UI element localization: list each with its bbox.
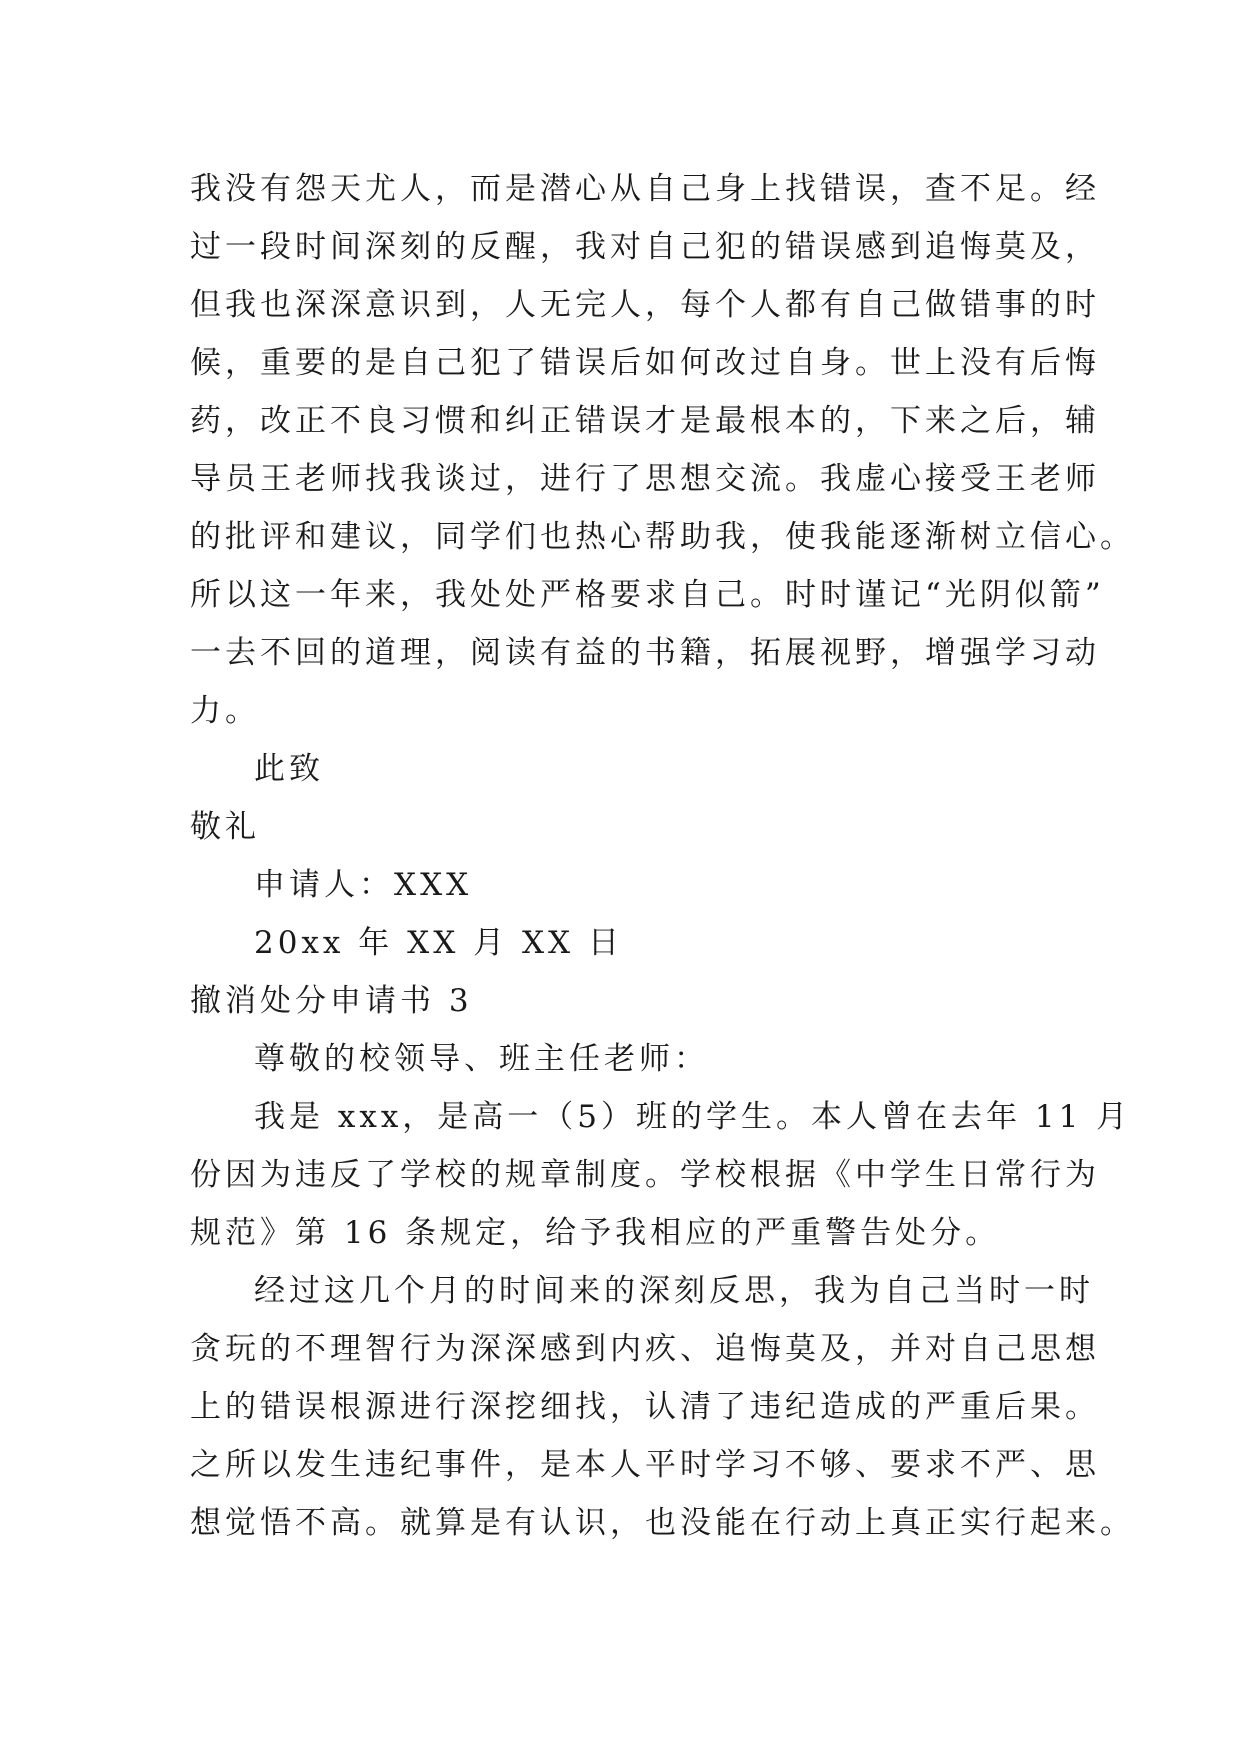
letter-greeting: 尊敬的校领导、班主任老师： bbox=[254, 1041, 709, 1077]
signature-date: 20xx 年 XX 月 XX 日 bbox=[254, 925, 623, 961]
salutation: 敬礼 bbox=[190, 809, 260, 845]
section-title: 撤消处分申请书 3 bbox=[190, 983, 473, 1019]
paragraph-line: 规范》第 16 条规定，给予我相应的严重警告处分。 bbox=[190, 1215, 1001, 1251]
document-body bbox=[190, 160, 1135, 1552]
paragraph-line: 候，重要的是自己犯了错误后如何改过自身。世上没有后悔 bbox=[190, 345, 1100, 381]
paragraph-line: 贪玩的不理智行为深深感到内疚、追悔莫及，并对自己思想 bbox=[190, 1331, 1100, 1367]
paragraph-line: 药，改正不良习惯和纠正错误才是最根本的，下来之后，辅 bbox=[190, 403, 1100, 439]
paragraph-line: 我是 xxx，是高一（5）班的学生。本人曾在去年 11 月 bbox=[254, 1099, 1132, 1135]
paragraph-line: 一去不回的道理，阅读有益的书籍，拓展视野，增强学习动 bbox=[190, 635, 1100, 671]
paragraph-line: 经过这几个月的时间来的深刻反思，我为自己当时一时 bbox=[254, 1273, 1094, 1309]
paragraph-line: 的批评和建议，同学们也热心帮助我，使我能逐渐树立信心。 bbox=[190, 519, 1135, 555]
paragraph-line: 导员王老师找我谈过，进行了思想交流。我虚心接受王老师 bbox=[190, 461, 1100, 497]
paragraph-line: 所以这一年来，我处处严格要求自己。时时谨记“光阴似箭” bbox=[190, 577, 1105, 613]
paragraph-line: 力。 bbox=[190, 693, 260, 729]
paragraph-line: 之所以发生违纪事件，是本人平时学习不够、要求不严、思 bbox=[190, 1447, 1100, 1483]
paragraph-line: 上的错误根源进行深挖细找，认清了违纪造成的严重后果。 bbox=[190, 1389, 1100, 1425]
closing-phrase: 此致 bbox=[254, 751, 324, 787]
paragraph-line: 过一段时间深刻的反醒，我对自己犯的错误感到追悔莫及， bbox=[190, 229, 1100, 265]
paragraph-line: 想觉悟不高。就算是有认识，也没能在行动上真正实行起来。 bbox=[190, 1505, 1135, 1541]
paragraph-line: 我没有怨天尤人，而是潜心从自己身上找错误，查不足。经 bbox=[190, 171, 1100, 207]
paragraph-line: 份因为违反了学校的规章制度。学校根据《中学生日常行为 bbox=[190, 1157, 1100, 1193]
applicant-signature: 申请人：XXX bbox=[254, 867, 473, 903]
paragraph-line: 但我也深深意识到，人无完人，每个人都有自己做错事的时 bbox=[190, 287, 1100, 323]
